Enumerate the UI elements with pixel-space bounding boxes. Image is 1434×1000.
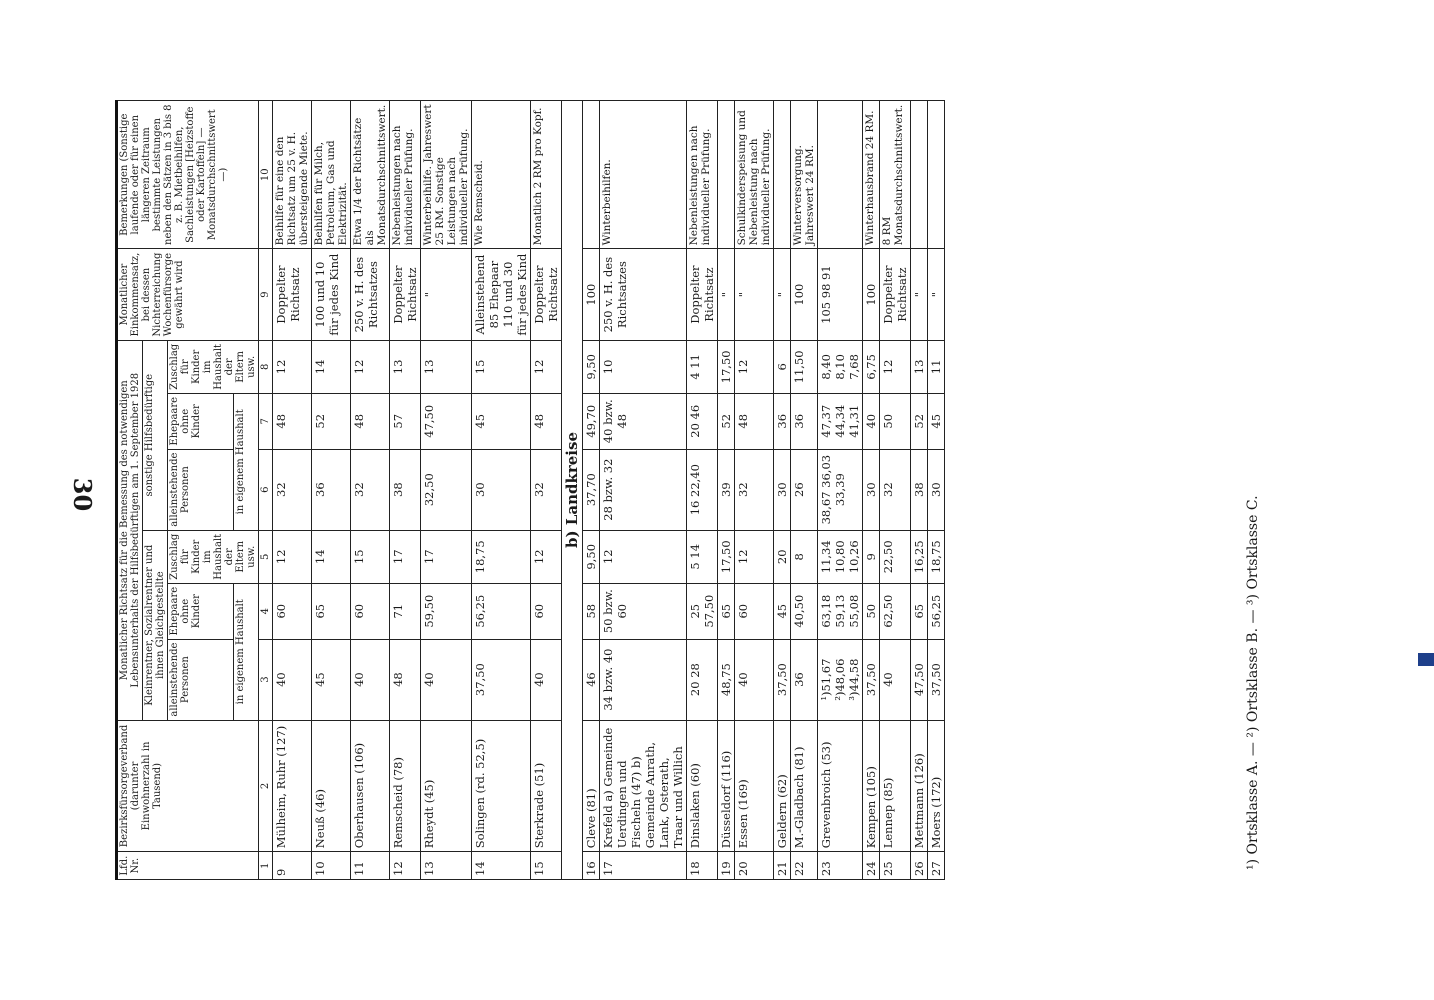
cell-c3: 45 [312,639,351,720]
cell-c10 [818,101,863,249]
side-note [1424,30,1434,670]
index-cell: 9 [259,249,273,340]
cell-c8: 10 [600,340,687,393]
table-row [273,101,312,880]
cell-c8: 12 [351,340,390,393]
cell-c7: 57 [390,393,421,449]
table-row [880,101,911,880]
cell-c8: 13 [421,340,472,393]
table-row [421,101,472,880]
header-group-a: Kleinrentner, Sozialrentner und ihnen Gleichgestellte [143,530,168,720]
cell-c8: 6 [774,340,791,393]
cell-c9: " [735,249,774,340]
cell-c10 [583,101,600,249]
cell-name: Solingen (rd. 52,5) [472,720,531,852]
cell-c4: 60 [351,583,390,639]
cell-nr: 26 [911,852,928,880]
footnote [1245,470,1265,870]
cell-c8: 14 [312,340,351,393]
cell-name: Lennep (85) [880,720,911,852]
cell-c5: 12 [600,530,687,583]
cell-c9: Doppelter Richtsatz [273,249,312,340]
cell-c4: 56,25 [928,583,945,639]
cell-c4: 62,50 [880,583,911,639]
cell-c7: 45 [472,393,531,449]
cell-c8: 12 [735,340,774,393]
cell-c5: 22,50 [880,530,911,583]
cell-c4: 60 [735,583,774,639]
cell-c6: 32,50 [421,449,472,530]
cell-c6: 30 [774,449,791,530]
index-cell: 4 [259,583,273,639]
index-cell: 2 [259,720,273,852]
cell-c10: Nebenleistungen nach individueller Prüfung. [687,101,718,249]
cell-c7: 47,50 [421,393,472,449]
cell-name: Essen (169) [735,720,774,852]
cell-c3: 40 [351,639,390,720]
cell-name: Grevenbroich (53) [818,720,863,852]
cell-c8: 8,40 8,10 7,68 [818,340,863,393]
cell-name: Mettmann (126) [911,720,928,852]
cell-c10: Beihilfen für Milch, Petroleum, Gas und Elektrizität. [312,101,351,249]
cell-c8: 4 11 [687,340,718,393]
cell-c5: 9 [863,530,880,583]
cell-nr: 13 [421,852,472,880]
cell-c3: 20 28 [687,639,718,720]
cell-c9: 100 [791,249,818,340]
cell-c10: Winterhausbrand 24 RM. [863,101,880,249]
cell-c4: 40,50 [791,583,818,639]
cell-c10: Schulkinderspeisung und Nebenleistung nach individueller Prüfung. [735,101,774,249]
cell-c4: 71 [390,583,421,639]
cell-c3: 48 [390,639,421,720]
cell-name: Rheydt (45) [421,720,472,852]
cell-c7: 36 [791,393,818,449]
table-row [472,101,531,880]
cell-c8: 12 [273,340,312,393]
cell-c5: 11,34 10,80 10,26 [818,530,863,583]
cell-c6: 32 [531,449,562,530]
cell-nr: 14 [472,852,531,880]
cell-c8: 12 [531,340,562,393]
header-bemerkungen: Bemerkungen (Sonstige laufende oder für einen längeren Zeitraum bestimmte Leistungen neben den Sätzen in 3 bis 8 z. B. Mietbeihilfen, Sachleistungen [Heizstoffe oder Kartoffeln] — Monatsdurchschnittswert —) [117,101,259,249]
cell-nr: 25 [880,852,911,880]
cell-c6: 32 [880,449,911,530]
cell-c3: 40 [531,639,562,720]
cell-c9: 250 v. H. des Richtsatzes [351,249,390,340]
cell-c3: 48,75 [718,639,735,720]
cell-c6: 36 [312,449,351,530]
table-row [687,101,718,880]
cell-c9: Alleinstehend 85 Ehepaar 110 und 30 für jedes Kind [472,249,531,340]
cell-c10: Beihilfe für eine den Richtsatz um 25 v. H. übersteigende Miete. [273,101,312,249]
cell-c4: 65 [911,583,928,639]
cell-nr: 20 [735,852,774,880]
cell-c9: Doppelter Richtsatz [687,249,718,340]
header-b-haushalt: in eigenem Haushalt [233,393,258,530]
section-row [562,101,583,880]
cell-c4: 45 [774,583,791,639]
cell-c5: 18,75 [928,530,945,583]
header-b-ehepaare: Ehepaare ohne Kinder [168,393,234,449]
cell-c3: 37,50 [472,639,531,720]
cell-name: Düsseldorf (116) [718,720,735,852]
data-table [115,100,945,880]
cell-c4: 60 [531,583,562,639]
cell-c3: 34 bzw. 40 [600,639,687,720]
cell-c8: 11 [928,340,945,393]
cell-nr: 18 [687,852,718,880]
cell-c6: 30 [928,449,945,530]
page-number: 30 [68,477,98,512]
cell-c3: 46 [583,639,600,720]
cell-c7: 52 [718,393,735,449]
cell-c8: 15 [472,340,531,393]
table-row [390,101,421,880]
cell-c5: 17,50 [718,530,735,583]
cell-c8: 17,50 [718,340,735,393]
cell-c4: 65 [312,583,351,639]
cell-c5: 5 14 [687,530,718,583]
cell-c5: 12 [273,530,312,583]
table-row [928,101,945,880]
cell-c10 [718,101,735,249]
cell-c5: 17 [390,530,421,583]
cell-c6: 37,70 [583,449,600,530]
cell-c4: 25 57,50 [687,583,718,639]
cell-c10: Winterversorgung. Jahreswert 24 RM. [791,101,818,249]
cell-c5: 17 [421,530,472,583]
cell-c7: 40 [863,393,880,449]
cell-c6: 28 bzw. 32 [600,449,687,530]
cell-c9: Doppelter Richtsatz [531,249,562,340]
cell-c10: Monatlich 2 RM pro Kopf. [531,101,562,249]
cell-c8: 13 [390,340,421,393]
cell-name: Moers (172) [928,720,945,852]
cell-c7: 40 bzw. 48 [600,393,687,449]
cell-name: Sterkrade (51) [531,720,562,852]
cell-c9: Doppelter Richtsatz [880,249,911,340]
cell-c7: 36 [774,393,791,449]
cell-c7: 49,70 [583,393,600,449]
table-row [531,101,562,880]
header-a-zuschlag: Zuschlag für Kinder im Haushalt der Eltern usw. [168,530,259,583]
cell-c8: 12 [880,340,911,393]
cell-c5: 9,50 [583,530,600,583]
footnote-text: ¹) Ortsklasse A. — ²) Ortsklasse B. — ³) Ortsklasse C. [1245,495,1261,870]
header-a-haushalt: in eigenem Haushalt [233,583,258,720]
cell-c5: 20 [774,530,791,583]
cell-c6: 16 22,40 [687,449,718,530]
header-nr: Lfd. Nr. [117,852,259,880]
cell-c4: 58 [583,583,600,639]
cell-name: Remscheid (78) [390,720,421,852]
cell-c9: " [928,249,945,340]
table-row [351,101,390,880]
cell-name: M.-Gladbach (81) [791,720,818,852]
table-body [273,101,945,880]
cell-nr: 23 [818,852,863,880]
cell-c9: 250 v. H. des Richtsatzes [600,249,687,340]
cell-c3: 40 [273,639,312,720]
cell-c8: 9,50 [583,340,600,393]
cell-c10: Winterbeihilfen. [600,101,687,249]
cell-nr: 24 [863,852,880,880]
cell-c4: 56,25 [472,583,531,639]
cell-c8: 6,75 [863,340,880,393]
cell-c9: " [911,249,928,340]
cell-c6: 26 [791,449,818,530]
cell-c4: 50 [863,583,880,639]
cell-name: Krefeld a) Gemeinde Uerdingen und Fischeln (47) b) Gemeinde Anrath, Lank, Osterath, Traar und Willich [600,720,687,852]
index-cell: 10 [259,101,273,249]
cell-c3: ¹)51,67 ²)48,06 ³)44,58 [818,639,863,720]
cell-c4: 50 bzw. 60 [600,583,687,639]
table-row [600,101,687,880]
table-row [774,101,791,880]
cell-nr: 17 [600,852,687,880]
cell-c7: 20 46 [687,393,718,449]
header-verband: Bezirksfürsorgeverband (darunter Einwohnerzahl in Tausend) [117,720,259,852]
cell-c9: 105 98 91 [818,249,863,340]
table-row [583,101,600,880]
cell-c5: 18,75 [472,530,531,583]
cell-c10 [774,101,791,249]
cell-nr: 21 [774,852,791,880]
index-cell: 7 [259,393,273,449]
cell-c7: 48 [273,393,312,449]
cell-c4: 60 [273,583,312,639]
cell-c5: 14 [312,530,351,583]
cell-c4: 65 [718,583,735,639]
cell-c5: 12 [735,530,774,583]
cell-c6: 30 [863,449,880,530]
cell-nr: 22 [791,852,818,880]
cell-c3: 36 [791,639,818,720]
table-row [911,101,928,880]
cell-c6: 30 [472,449,531,530]
cell-name: Neuß (46) [312,720,351,852]
cell-c5: 16,25 [911,530,928,583]
cell-c7: 52 [911,393,928,449]
header-group-b: sonstige Hilfsbedürftige [143,340,168,530]
cell-c10: Nebenleistungen nach individueller Prüfung. [390,101,421,249]
cell-name: Mülheim, Ruhr (127) [273,720,312,852]
cell-c8: 13 [911,340,928,393]
cell-c9: " [421,249,472,340]
table-row [735,101,774,880]
table-wrapper [115,100,1215,880]
cell-name: Oberhausen (106) [351,720,390,852]
table-row [312,101,351,880]
cell-nr: 27 [928,852,945,880]
cell-c8: 11,50 [791,340,818,393]
cell-nr: 9 [273,852,312,880]
cell-c9: Doppelter Richtsatz [390,249,421,340]
cell-c6: 38 [390,449,421,530]
table-row [818,101,863,880]
index-cell: 6 [259,449,273,530]
cell-c9: 100 [863,249,880,340]
cell-c9: 100 und 10 für jedes Kind [312,249,351,340]
cell-c7: 45 [928,393,945,449]
cell-nr: 15 [531,852,562,880]
cell-c9: 100 [583,249,600,340]
cell-c5: 8 [791,530,818,583]
cell-c10: 8 RM Monatsdurchschnittswert. [880,101,911,249]
cell-nr: 19 [718,852,735,880]
cell-name: Geldern (62) [774,720,791,852]
header-einkommen: Monatlicher Einkommensatz, bei dessen Nichterreichung Wochenfürsorge gewährt wird [117,249,259,340]
cell-name: Cleve (81) [583,720,600,852]
cell-c9: " [774,249,791,340]
cell-c3: 40 [880,639,911,720]
cell-nr: 10 [312,852,351,880]
cell-c10: Wie Remscheid. [472,101,531,249]
cell-c10: Etwa 1/4 der Richtsätze als Monatsdurchschnittswert. [351,101,390,249]
cell-c7: 47,37 44,34 41,31 [818,393,863,449]
cell-c10: Winterbeihilfe. Jahreswert 25 RM. Sonstige Leistungen nach individueller Prüfung. [421,101,472,249]
cell-c10 [928,101,945,249]
cell-c9: " [718,249,735,340]
cell-c3: 40 [421,639,472,720]
cell-c10 [911,101,928,249]
cell-c4: 63,18 59,13 55,08 [818,583,863,639]
cell-c7: 48 [531,393,562,449]
header-b-zuschlag: Zuschlag für Kinder im Haushalt der Eltern usw. [168,340,259,393]
cell-c3: 37,50 [863,639,880,720]
cell-c6: 32 [735,449,774,530]
section-label: b) Landkreise [562,101,583,880]
cell-c7: 50 [880,393,911,449]
cell-c7: 52 [312,393,351,449]
cell-nr: 11 [351,852,390,880]
index-cell: 5 [259,530,273,583]
cell-c7: 48 [351,393,390,449]
table-row [863,101,880,880]
cell-c4: 59,50 [421,583,472,639]
header-a-ehepaare: Ehepaare ohne Kinder [168,583,234,639]
index-cell: 3 [259,639,273,720]
cell-c6: 39 [718,449,735,530]
table-row [718,101,735,880]
cell-c6: 32 [273,449,312,530]
cell-c3: 37,50 [774,639,791,720]
cell-c7: 48 [735,393,774,449]
dfg-logo [1418,653,1434,666]
cell-c3: 37,50 [928,639,945,720]
header-b-alleinstehend: alleinstehende Personen [168,449,234,530]
cell-c5: 15 [351,530,390,583]
header-a-alleinstehend: alleinstehende Personen [168,639,234,720]
index-cell: 8 [259,340,273,393]
header-main: Monatlicher Richtsatz für die Bemessung des notwendigen Lebensunterhalts der Hilfsbedürftigen am 1. September 1928 [117,340,143,720]
cell-c6: 38,67 36,03 33,39 [818,449,863,530]
cell-name: Kempen (105) [863,720,880,852]
cell-c3: 40 [735,639,774,720]
cell-nr: 16 [583,852,600,880]
table-row [791,101,818,880]
cell-c6: 32 [351,449,390,530]
cell-c3: 47,50 [911,639,928,720]
index-cell: 1 [259,852,273,880]
cell-c6: 38 [911,449,928,530]
cell-name: Dinslaken (60) [687,720,718,852]
cell-nr: 12 [390,852,421,880]
cell-c5: 12 [531,530,562,583]
